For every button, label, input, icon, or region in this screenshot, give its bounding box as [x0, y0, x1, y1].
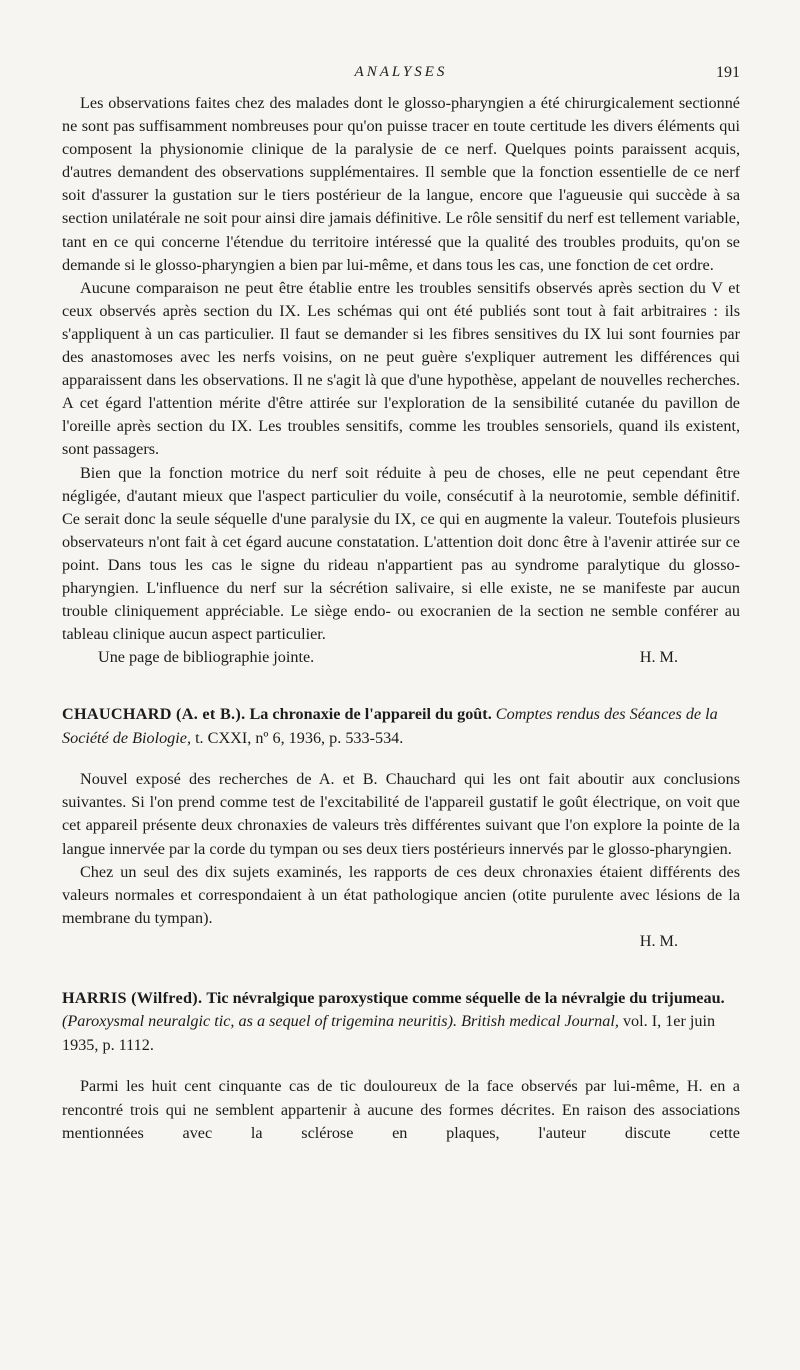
paragraph: Bien que la fonction motrice du nerf soit réduite à peu de choses, elle ne peut cependant être négligée, d'autant mieux que l'aspect particulier du voile, consécutif à la neurotomie, semble définitif. Ce serait donc la seule séquelle d'une paralysie du IX, ce qui en augmente la valeur. Toutefois plusieurs observateurs n'ont fait à cet égard aucune constatation. L'attention doit donc être à l'avenir attirée sur ce point. Dans tous les cas le signe du rideau n'appartient pas au syndrome paralytique du glosso-pharyngien. L'influence du nerf sur la sécrétion salivaire, si elle existe, ne se manifeste par aucun trouble cliniquement appréciable. Le siège endo- ou exocranien de la section ne semble conférer au tableau clinique aucun aspect particulier. — [62, 463, 740, 644]
page — [62, 62, 740, 1145]
article-glosso-pharyngien — [62, 92, 740, 669]
reference-heading — [62, 987, 740, 1058]
article-harris — [62, 987, 740, 1145]
reference-author: CHAUCHARD (A. et B.). — [62, 705, 246, 724]
reference-heading — [62, 703, 740, 750]
paragraph: Aucune comparaison ne peut être établie entre les troubles sensitifs observés après section du V et ceux observés après section du IX. Les schémas qui ont été publiés sont tout à fait arbitraires : ils s'appliquent à un cas particulier. Il faut se demander si les fibres sensitives du IX lui sont fournies par des anastomoses avec les nerfs voisins, on ne peut guère s'expliquer autrement les différences qui apparaissent dans les observations. Il ne s'agit là que d'une hypothèse, appelant de nouvelles recherches. A cet égard l'attention mérite d'être attirée sur l'exploration de la sensibilité cutanée du pavillon de l'oreille après section du IX. Les troubles sensitifs, comme les troubles sensoriels, quand ils existent, sont passagers. — [62, 278, 740, 459]
reference-citation: t. CXXI, nº 6, 1936, p. 533-534. — [195, 728, 404, 747]
closing-row — [62, 646, 740, 669]
reference-title: La chronaxie de l'appareil du goût. — [249, 705, 492, 724]
reference-journal: Comptes rendus des Séances de la Société de Biologie, — [62, 705, 718, 747]
signature: H. M. — [639, 648, 678, 667]
article-chauchard — [62, 703, 740, 953]
running-title: ANALYSES — [354, 64, 448, 80]
reference-author: HARRIS (Wilfred). — [62, 988, 203, 1007]
signature: H. M. — [639, 931, 678, 950]
bibliography-note: Une page de bibliographie jointe. — [98, 648, 315, 667]
paragraph: Les observations faites chez des malades dont le glosso-pharyngien a été chirurgicalement sectionné ne sont pas suffisamment nombreuses pour qu'on puisse tracer en toute certitude les divers éléments qui composent la physionomie clinique de la paralysie de ce nerf. Quelques points paraissent acquis, d'autres demandent des observations supplémentaires. Il semble que la fonction essentielle de ce nerf soit d'assurer la gustation sur le tiers postérieur de la langue, encore que l'agueusie qui succède à sa section unilatérale ne soit pour ainsi dire jamais définitive. Le rôle sensitif du nerf est tellement variable, tant en ce qui concerne l'étendue du territoire intéressé que la qualité des troubles produits, qu'on se demande si le glosso-pharyngien a bien par lui-même, et dans tous les cas, une fonction de cet ordre. — [62, 94, 740, 274]
running-header — [62, 62, 740, 86]
paragraph: Parmi les huit cent cinquante cas de tic douloureux de la face observés par lui-même, H. en a rencontré trois qui ne semblent appartenir à aucune des formes décrites. En raison des associations mentionnées avec la sclérose en plaques, l'auteur discute cette — [62, 1077, 740, 1142]
reference-title: Tic névralgique paroxystique comme séquelle de la névralgie du trijumeau. — [206, 988, 725, 1007]
paragraph: Nouvel exposé des recherches de A. et B. Chauchard qui les ont fait aboutir aux conclusions suivantes. Si l'on prend comme test de l'excitabilité de l'appareil gustatif le goût électrique, on voit que cet appareil présente deux chronaxies de valeurs très différentes suivant que l'on explore la pointe de la langue innervée par la corde du tympan ou ses deux tiers postérieurs innervés par le glosso-pharyngien. — [62, 770, 740, 858]
page-number: 191 — [716, 64, 740, 81]
paragraph: Chez un seul des dix sujets examinés, les rapports de ces deux chronaxies étaient différents des valeurs normales et correspondaient à un état pathologique ancien (otite purulente avec lésions de la membrane du tympan). — [62, 862, 740, 927]
reference-citation: vol. I, 1er juin 1935, p. 1112. — [62, 1012, 716, 1054]
reference-journal: British medical Journal, — [461, 1012, 619, 1031]
reference-english-title: (Paroxysmal neuralgic tic, as a sequel of trigemina neuritis). — [62, 1012, 458, 1031]
